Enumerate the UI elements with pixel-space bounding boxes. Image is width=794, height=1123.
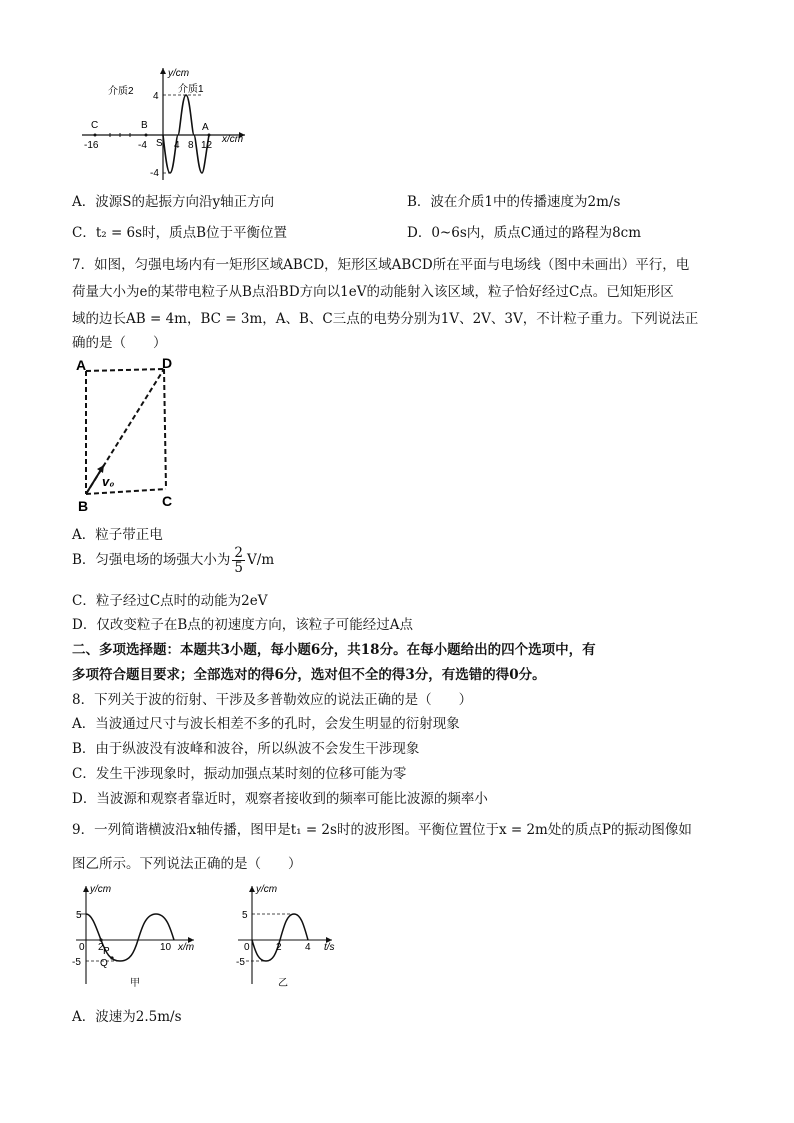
q7-option-d[interactable]: D．仅改变粒子在B点的初速度方向，该粒子可能经过A点 bbox=[72, 617, 413, 633]
q8-option-a[interactable]: A．当波通过尺寸与波长相差不多的孔时，会发生明显的衍射现象 bbox=[72, 716, 460, 732]
fig-jia-origin: 0 bbox=[79, 942, 85, 953]
fig-jia-tick-10: 10 bbox=[160, 942, 172, 953]
q7-stem-line2: 荷量大小为e的某带电粒子从B点沿BD方向以1eV的动能射入该区域，粒子恰好经过C点。已知矩形区 bbox=[72, 284, 674, 300]
fig-wave-tick-neg16: -16 bbox=[84, 140, 99, 151]
q8-stem: 8．下列关于波的衍射、干涉及多普勒效应的说法正确的是（ ） bbox=[72, 692, 473, 708]
q6-option-b[interactable]: B．波在介质1中的传播速度为2m/s bbox=[407, 194, 621, 210]
q9-option-a[interactable]: A．波速为2.5m/s bbox=[72, 1009, 182, 1025]
fig-jia-y-label: y/cm bbox=[90, 884, 112, 895]
fig-wave-medium2: 介质2 bbox=[108, 86, 134, 97]
q7-stem-line4: 确的是（ ） bbox=[72, 335, 167, 351]
fig-wave-y-label: y/cm bbox=[168, 68, 190, 79]
q6-option-d[interactable]: D．0~6s内，质点C通过的路程为8cm bbox=[407, 225, 642, 241]
q8-option-c[interactable]: C．发生干涉现象时，振动加强点某时刻的位移可能为零 bbox=[72, 766, 407, 782]
q7-option-b-numerator: 2 bbox=[234, 545, 244, 561]
fig-jia-tick-5: 5 bbox=[76, 910, 82, 921]
fig-wave-tick-x4: 4 bbox=[174, 140, 180, 151]
q7-stem-line1: 7．如图，匀强电场内有一矩形区域ABCD，矩形区域ABCD所在平面与电场线（图中未画出）平行，电 bbox=[72, 257, 690, 273]
fig-rect-c: C bbox=[162, 493, 173, 509]
wave-figure bbox=[70, 62, 250, 182]
fig-yi-y-label: y/cm bbox=[256, 884, 278, 895]
fig-yi-caption: 乙 bbox=[278, 978, 288, 989]
q7-option-c[interactable]: C．粒子经过C点时的动能为2eV bbox=[72, 593, 268, 609]
q6-option-c[interactable]: C．t₂ = 6s时，质点B位于平衡位置 bbox=[72, 225, 287, 241]
fig-rect-b: B bbox=[78, 498, 89, 514]
fig-wave-point-c: C bbox=[91, 120, 99, 131]
q7-option-b-denominator: 5 bbox=[234, 560, 244, 576]
fig-rect-d: D bbox=[162, 356, 173, 371]
fig-rect-a: A bbox=[76, 357, 87, 373]
fig-jia-point-q: Q bbox=[100, 958, 108, 969]
q8-option-d[interactable]: D．当波源和观察者靠近时，观察者接收到的频率可能比波源的频率小 bbox=[72, 791, 488, 807]
q6-option-a[interactable]: A．波源S的起振方向沿y轴正方向 bbox=[72, 194, 275, 210]
q7-option-a[interactable]: A．粒子带正电 bbox=[72, 527, 163, 543]
fig-yi-tick-4: 4 bbox=[305, 942, 311, 953]
fig-jia-point-p: P bbox=[103, 946, 110, 957]
fig-wave-point-b: B bbox=[141, 120, 148, 131]
fig-wave-tick-x8: 8 bbox=[188, 140, 194, 151]
q7-option-b[interactable] bbox=[72, 546, 274, 575]
q7-option-b-fraction bbox=[232, 546, 245, 575]
fig-yi-x-label: t/s bbox=[324, 942, 335, 953]
fig-wave-tick-4: 4 bbox=[153, 91, 159, 102]
fig-wave-x-label: x/cm bbox=[222, 134, 244, 145]
fig-yi-tick-neg5: -5 bbox=[236, 957, 245, 968]
fig-jia-tick-neg5: -5 bbox=[72, 957, 81, 968]
fig-yi-origin: 0 bbox=[244, 942, 250, 953]
fig-jia-tick-2: 2 bbox=[98, 942, 104, 953]
fig-jia-caption: 甲 bbox=[130, 978, 140, 989]
fig-wave-point-s: S bbox=[156, 138, 163, 149]
q7-option-b-unit: V/m bbox=[247, 552, 275, 568]
section2-heading-line1: 二、多项选择题：本题共3小题，每小题6分，共18分。在每小题给出的四个选项中，有 bbox=[72, 642, 596, 658]
fig-yi-tick-5: 5 bbox=[242, 910, 248, 921]
fig-wave-tick-neg4: -4 bbox=[150, 168, 159, 179]
fig-yi-tick-2: 2 bbox=[276, 942, 282, 953]
q7-option-b-text: B．匀强电场的场强大小为 bbox=[72, 552, 231, 568]
section2-heading-line2: 多项符合题目要求；全部选对的得6分，选对但不全的得3分，有选错的得0分。 bbox=[72, 667, 546, 683]
fig-wave-medium1: 介质1 bbox=[178, 84, 204, 95]
vibration-graph-yi bbox=[228, 880, 348, 990]
fig-jia-x-label: x/m bbox=[178, 942, 195, 953]
fig-rect-v0: v₀ bbox=[102, 474, 115, 489]
fig-wave-point-a: A bbox=[202, 122, 209, 133]
wave-graph-jia bbox=[70, 880, 200, 990]
fig-wave-tick-x-neg4: -4 bbox=[138, 140, 147, 151]
rectangle-figure bbox=[74, 356, 184, 516]
fig-wave-tick-x12: 12 bbox=[201, 140, 213, 151]
q7-stem-line3: 域的边长AB = 4m，BC = 3m，A、B、C三点的电势分别为1V、2V、3V，不计粒子重力。下列说法正 bbox=[72, 311, 699, 327]
q8-option-b[interactable]: B．由于纵波没有波峰和波谷，所以纵波不会发生干涉现象 bbox=[72, 741, 420, 757]
q9-stem-line2: 图乙所示。下列说法正确的是（ ） bbox=[72, 856, 302, 872]
q9-stem-line1: 9．一列简谐横波沿x轴传播，图甲是t₁ = 2s时的波形图。平衡位置位于x = 2m处的质点P的振动图像如 bbox=[72, 822, 692, 838]
